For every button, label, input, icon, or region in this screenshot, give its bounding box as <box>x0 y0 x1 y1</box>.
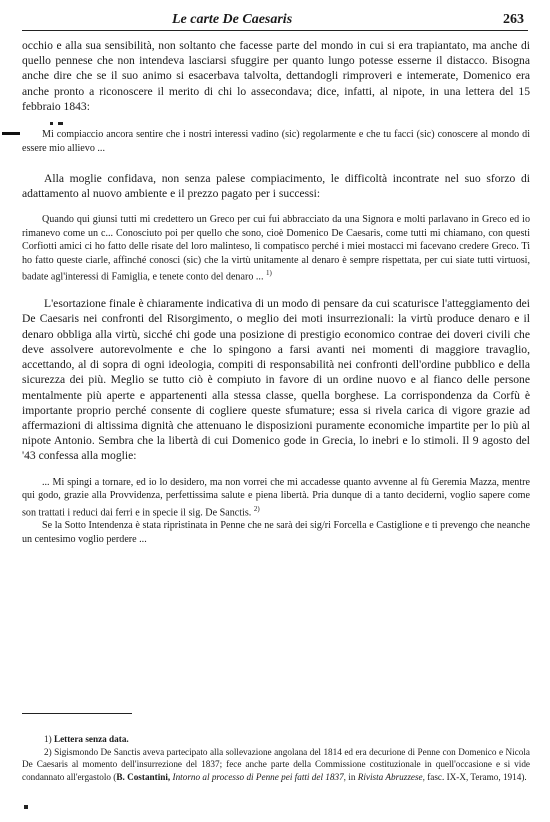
quote-3-text: ... Mi spingi a tornare, ed io lo desidero, ma non vorrei che mi accadesse quanto avvenne al fù Geremia Mazza, mentre qui godo, grazie alla Provvidenza, perfettissima salute e piena libertà. Pria dunque di a tanto deciderni, voglio sapere come son trattati i reduci dai ferri e in specie il sig. De Sanctis. <box>22 476 530 518</box>
footnote-2-author: B. Costantini, <box>116 771 171 782</box>
page-body <box>22 38 530 546</box>
footnote-2-journal: Rivista Abruzzese, <box>357 771 425 782</box>
quote-4: Se la Sotto Intendenza è stata ripristinata in Penne che ne sarà dei sig/ri Forcella e Castiglione e ti prevengo che neanche un centesimo voglio perdere ... <box>22 520 530 545</box>
footnotes <box>22 733 530 783</box>
footnote-2-title: Intorno al processo di Penne pei fatti del 1837, <box>172 771 346 782</box>
quote-1: Mi compiaccio ancora sentire che i nostri interessi vadino (sic) regolarmente e che tu facci (sic) conoscere al mondo di essere mio allievo ... <box>22 129 530 154</box>
footnote-2-text-end: fasc. IX-X, Teramo, 1914). <box>424 771 527 782</box>
quote-3 <box>22 476 530 520</box>
quote-2 <box>22 213 530 284</box>
page-header <box>22 10 528 31</box>
ink-speck <box>24 805 28 809</box>
quote-2-text: Quando qui giunsi tutti mi credettero un Greco per cui fui abbracciato da una Signora e molti parlavano in Greco ed io rimanevo come un c... Conosciuto poi per quello che sono, cioè Domenico De Caesaris, come tutti mi chiamano, con questi Corfiotti amici ci ho fatto delle risate del loro malinteso, li compatisco perché i miei mostacci mi facevano credere Greco. Ti ho fatto queste ciarle, affinché conosci (sic) che la virtù unitamente al denaro è sempre rispettata, per cui siate tutti virtuosi, badate agl'interessi di Famiglia, e tenete conto del denaro ... <box>22 214 530 283</box>
footnote-ref-2: 2) <box>253 504 260 513</box>
paragraph-3: L'esortazione finale è chiaramente indicativa di un modo di pensare da cui scaturisce l'atteggiamento dei De Caesaris nei confronti del Risorgimento, o meglio dei moti insurrezionali: la virtù produce denaro e il denaro obbliga alla virtù, sicché chi gode una posizione di prestigio economico contrae dei doveri civili che deve assolvere autorevolmente e che lo spingono a farsi avanti nei momenti di maggiore travaglio, accettando, al di sopra di ogni ideologia, compiti di responsabilità nei confronti dell'ordine pubblico e della sicurezza dei più. Meglio se tutto ciò è compiuto in favore di un ordine nuovo e al fianco delle persone mentalmente più aperte e appartenenti alla stessa classe, quella borghese. La corrispondenza da Corfù è importante proprio perché consente di cogliere queste sfumature; essa si rivela carica di vigore grazie ad affermazioni di altissima dignità che attenuano le disposizioni puramente economiche impartite per lo più al nipote Antonio. Sembra che la libertà di cui Domenico gode in Grecia, lo inebri e lo stimoli. Il 9 agosto del '43 confessa alla moglie: <box>22 297 530 463</box>
footnote-2-in: in <box>345 771 358 782</box>
footnote-ref-1: 1) <box>266 269 272 278</box>
paragraph-2: Alla moglie confidava, non senza palese compiacimento, le difficoltà incontrate nel suo sforzo di adattamento al nuovo ambiente e il prezzo pagato per i successi: <box>22 172 530 201</box>
quote-block-1 <box>22 128 530 155</box>
footnote-separator <box>22 713 132 714</box>
footnote-1-text: Lettera senza data. <box>53 734 129 744</box>
footnote-2-text: Sigismondo De Sanctis aveva partecipato alla sollevazione angolana del 1814 ed era decurione di Penne con Domenico e Nicola De Caesaris al momento dell'insurrezione del 1837; fece anche parte della Commissione costituzionale in quell'occasione e si vide condannato all'ergastolo ( <box>22 746 530 782</box>
footnote-1 <box>22 733 530 746</box>
running-title: Le carte De Caesaris <box>172 12 293 27</box>
footnote-2 <box>22 746 530 784</box>
footnote-2-marker: 2) <box>44 746 52 757</box>
margin-mark <box>2 132 20 135</box>
page-number: 263 <box>503 12 524 27</box>
footnote-1-marker: 1) <box>44 734 52 744</box>
paragraph-1: occhio e alla sua sensibilità, non soltanto che facesse parte del mondo in cui si era trapiantato, ma anche di quello pennese che non intendeva lasciarsi sfuggire per quanto lungo potesse esserne il distacco. Bisogna anche dire che se il suo animo si esacerbava talvolta, dettandogli rimproveri e intemerate, Domenico era anche pronto a riconoscere il merito di chi lo assecondava; dice, infatti, al nipote, in una lettera del 15 febbraio 1843: <box>22 39 530 113</box>
